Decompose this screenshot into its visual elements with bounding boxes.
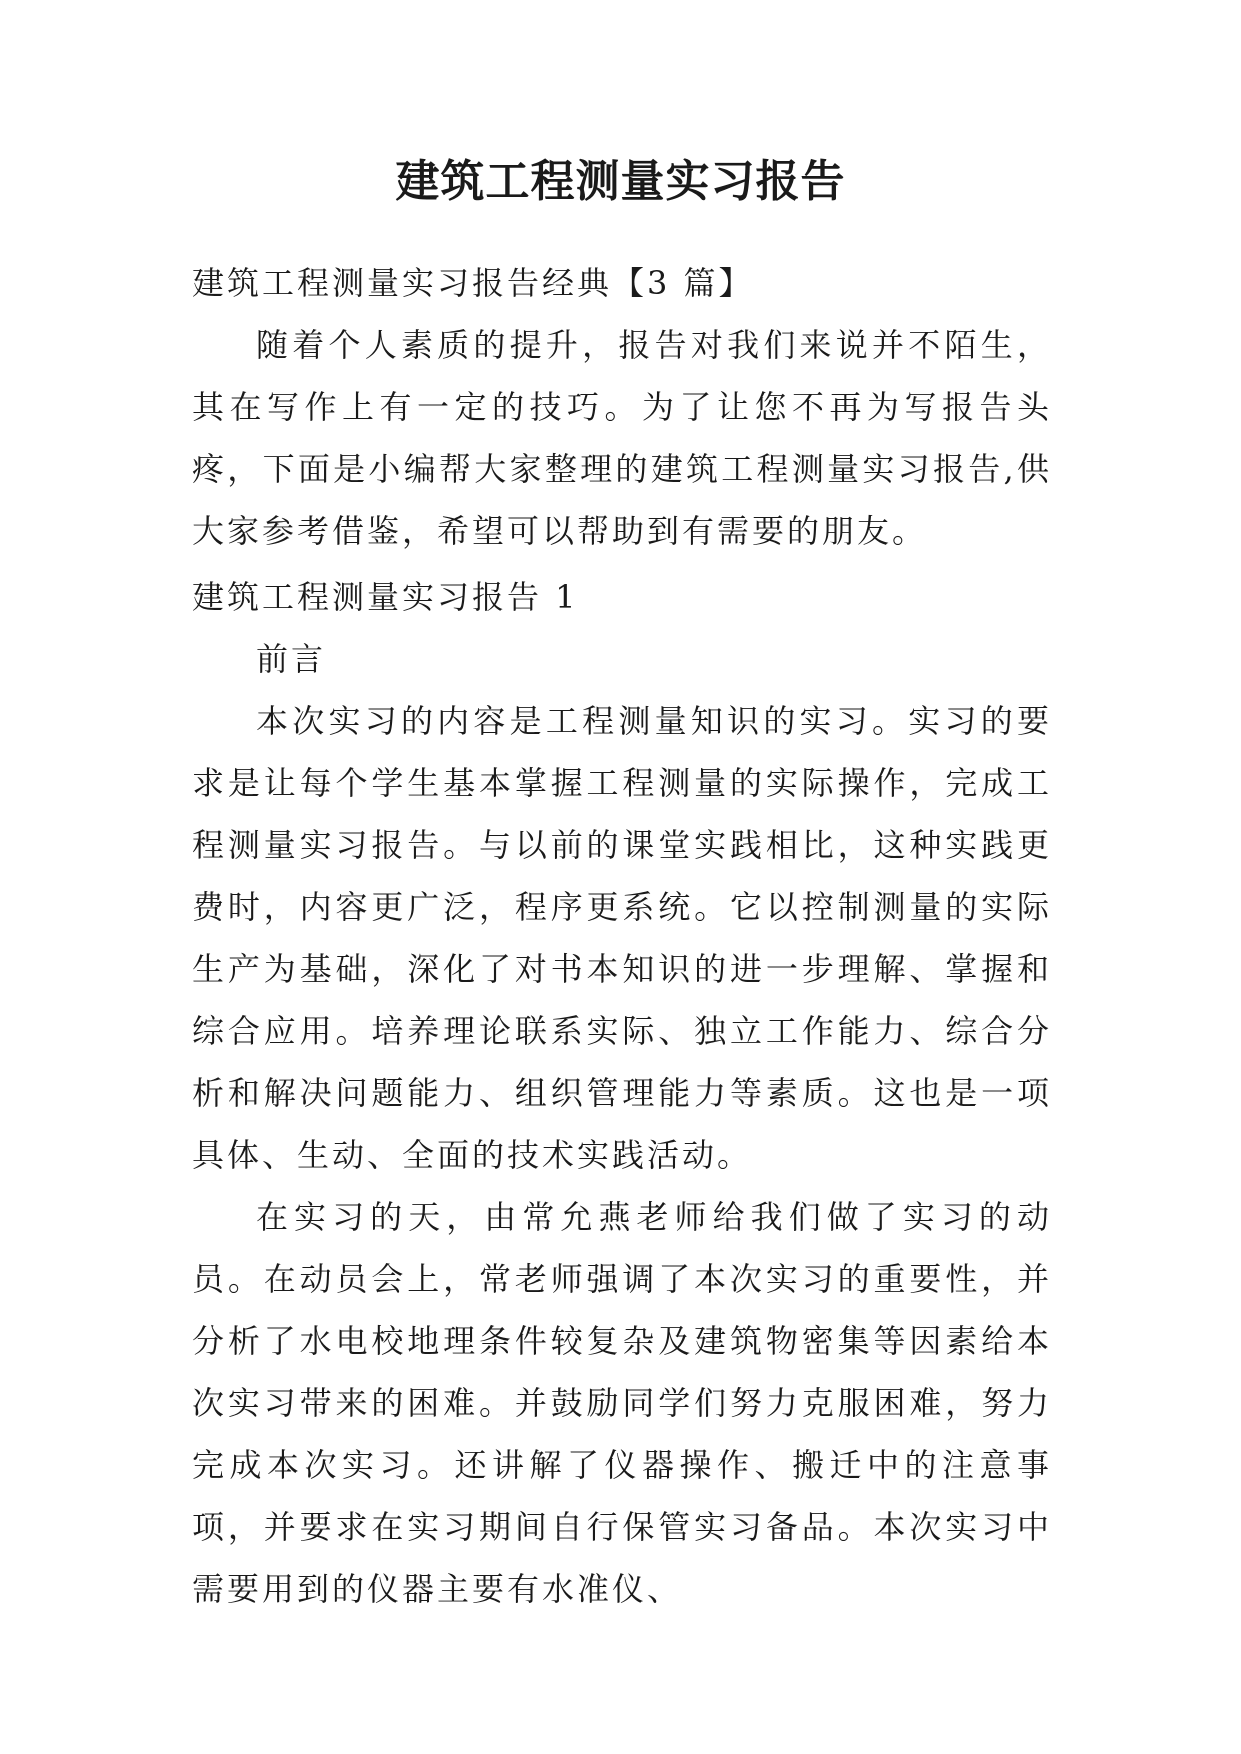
paragraph-2: 在实习的天，由常允燕老师给我们做了实习的动员。在动员会上，常老师强调了本次实习的重要性，并分析了水电校地理条件较复杂及建筑物密集等因素给本次实习带来的困难。并鼓励同学们努力克服困难，努力完成本次实习。还讲解了仪器操作、搬迁中的注意事项，并要求在实习期间自行保管实习备品。本次实习中需要用到的仪器主要有水准仪、 [192, 1198, 1052, 1608]
preface-label: 前言 [256, 640, 327, 678]
section-heading: 建筑工程测量实习报告 1 [192, 578, 579, 616]
document-body-section1 [192, 566, 1052, 1620]
intro-paragraph: 随着个人素质的提升，报告对我们来说并不陌生，其在写作上有一定的技巧。为了让您不再为写报告头疼，下面是小编帮大家整理的建筑工程测量实习报告,供大家参考借鉴，希望可以帮助到有需要的朋友。 [192, 326, 1052, 550]
document-body-intro [192, 252, 1052, 562]
document-title: 建筑工程测量实习报告 [395, 156, 846, 207]
report-subtitle: 建筑工程测量实习报告经典【3 篇】 [192, 264, 754, 302]
paragraph-1: 本次实习的内容是工程测量知识的实习。实习的要求是让每个学生基本掌握工程测量的实际操作，完成工程测量实习报告。与以前的课堂实践相比，这种实践更费时，内容更广泛，程序更系统。它以控制测量的实际生产为基础，深化了对书本知识的进一步理解、掌握和综合应用。培养理论联系实际、独立工作能力、综合分析和解决问题能力、组织管理能力等素质。这也是一项具体、生动、全面的技术实践活动。 [192, 702, 1052, 1174]
